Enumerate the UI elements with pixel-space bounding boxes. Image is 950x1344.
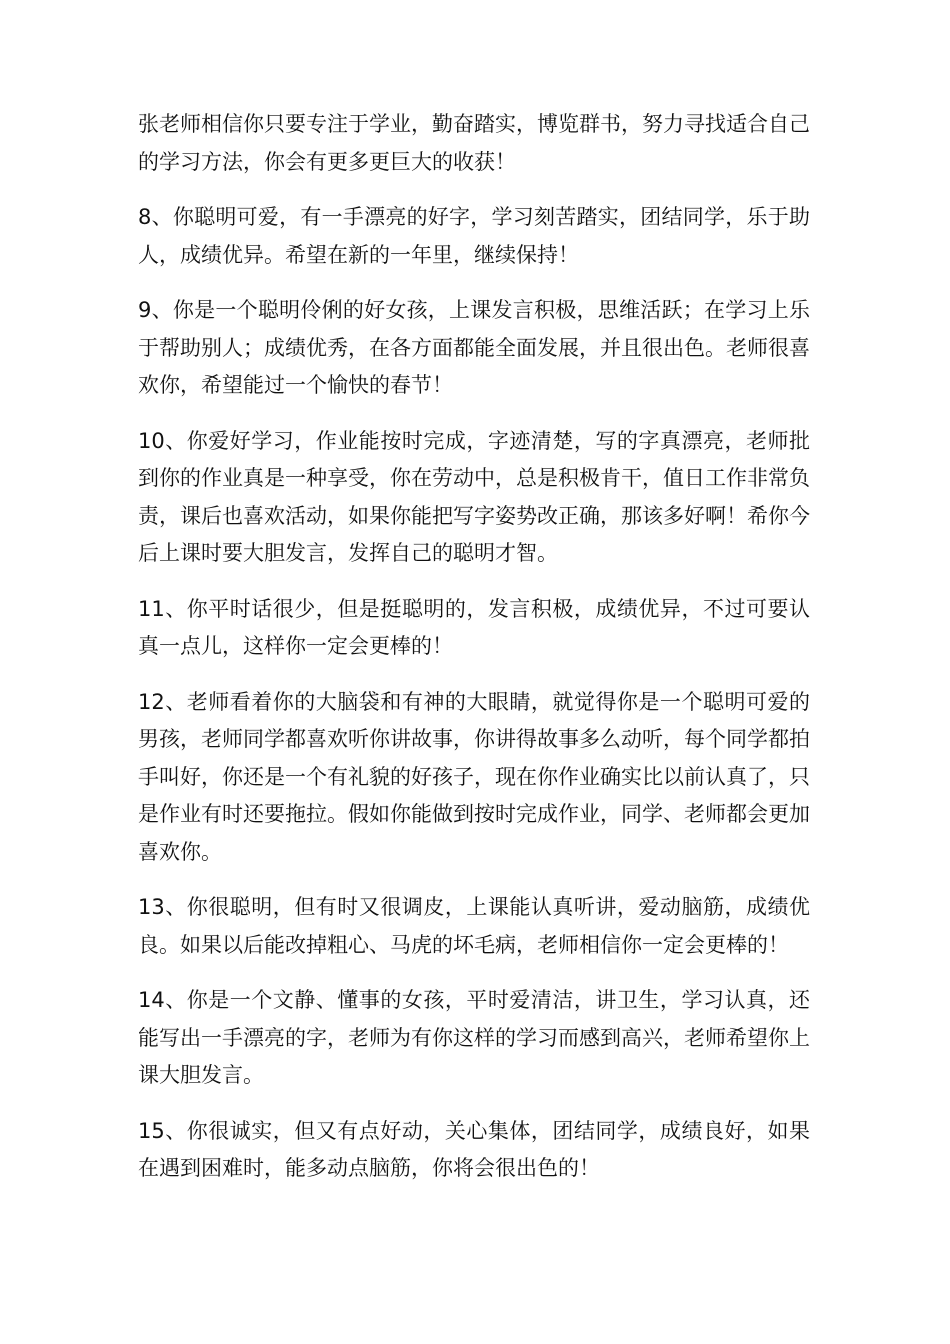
comment-12: 12、老师看着你的大脑袋和有神的大眼睛，就觉得你是一个聪明可爱的男孩，老师同学都喜欢听你讲故事，你讲得故事多么动听，每个同学都拍手叫好，你还是一个有礼貌的好孩子，现在你作业确实比以前认真了，只是作业有时还要拖拉。假如你能做到按时完成作业，同学、老师都会更加喜欢你。 — [138, 689, 810, 864]
paragraph-intro: 张老师相信你只要专注于学业，勤奋踏实，博览群书，努力寻找适合自己的学习方法，你会有更多更巨大的收获！ — [138, 112, 810, 174]
comment-14: 14、你是一个文静、懂事的女孩，平时爱清洁，讲卫生，学习认真，还能写出一手漂亮的字，老师为有你这样的学习而感到高兴，老师希望你上课大胆发言。 — [138, 988, 810, 1087]
comment-13: 13、你很聪明，但有时又很调皮，上课能认真听讲，爱动脑筋，成绩优良。如果以后能改掉粗心、马虎的坏毛病，老师相信你一定会更棒的！ — [138, 895, 810, 957]
comment-9: 9、你是一个聪明伶俐的好女孩，上课发言积极，思维活跃；在学习上乐于帮助别人；成绩优秀，在各方面都能全面发展，并且很出色。老师很喜欢你，希望能过一个愉快的春节！ — [138, 298, 810, 397]
document-body — [138, 106, 810, 1206]
comment-15: 15、你很诚实，但又有点好动，关心集体，团结同学，成绩良好，如果在遇到困难时，能多动点脑筋，你将会很出色的！ — [138, 1118, 810, 1180]
comment-10: 10、你爱好学习，作业能按时完成，字迹清楚，写的字真漂亮，老师批到你的作业真是一种享受，你在劳动中，总是积极肯干，值日工作非常负责，课后也喜欢活动，如果你能把写字姿势改正确，那该多好啊！希你今后上课时要大胆发言，发挥自己的聪明才智。 — [138, 428, 810, 565]
comment-11: 11、你平时话很少，但是挺聪明的，发言积极，成绩优异，不过可要认真一点儿，这样你一定会更棒的！ — [138, 596, 810, 658]
comment-8: 8、你聪明可爱，有一手漂亮的好字，学习刻苦踏实，团结同学，乐于助人，成绩优异。希望在新的一年里，继续保持！ — [138, 205, 810, 267]
